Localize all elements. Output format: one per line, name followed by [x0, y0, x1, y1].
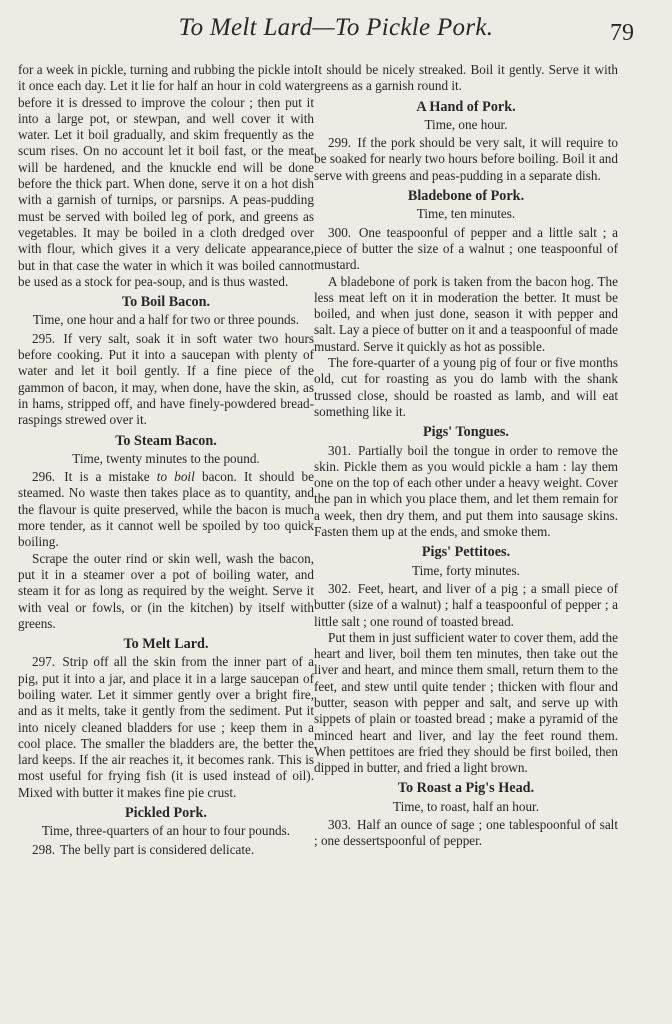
paragraph: for a week in pickle, turning and rubbing the pickle into it once each day. Let it lie for half an hour in cold water before it is dressed to improve the colour ; then put it into a large pot, or stewpan, and well cover it with water. Let it boil gradually, and skim frequently as the scum rises. On no account let it boil fast, or the meat will be hardened, and the knuckle end will be done before the thick part. When done, serve it on a hot dish with a garnish of turnips, or parsnips. A peas-pudding must be served with boiled leg of pork, and greens as vegetables. It may be boiled in a cloth dredged over with flour, which gives it a very delicate appearance, but in that case the water in which it was boiled cannot be used as a stock for pea-soup, and is thus wasted. — [18, 62, 314, 289]
recipe-number: 299. — [328, 135, 352, 151]
recipe-heading: To Roast a Pig's Head. — [397, 780, 535, 797]
paragraph-text: bacon. It should be steamed. No waste then takes place as to quantity, and the flavour is quite preserved, while the bacon is much more tender, as it cannot well be spoiled by too quick boiling. — [18, 469, 315, 550]
paragraph-text: If very salt, soak it in soft water two hours before cooking. Put it into a saucepan with plenty of water and let it boil gently. If a fine piece of the gammon of bacon, it may, when done, have the skin, as in hams, stripped off, and have finely-powdered bread-raspings strewed over it. — [18, 330, 314, 428]
recipe-heading: Pigs' Tongues. — [423, 424, 509, 441]
paragraph-text: Strip off all the skin from the inner part of a pig, put it into a jar, and place it in a large saucepan of boiling water. Let it simmer gently over a bright fire, and as it melts, take it gently from the sediment. Put it into nicely cleaned bladders for use ; keep them in a cool place. The smaller the bladders are, the better the lard keeps. If the air reaches it, it becomes rank. This is most useful for frying fish (it is used instead of oil). Mixed with butter it makes fine pie crust. — [18, 654, 315, 800]
recipe-heading: Pigs' Pettitoes. — [421, 544, 511, 561]
recipe-time: Time, three-quarters of an hour to four pounds. — [41, 823, 291, 839]
recipe-number: 297. — [32, 654, 56, 670]
paragraph-text: The belly part is considered delicate. — [60, 841, 255, 857]
paragraph-text: If the pork should be very salt, it will require to be soaked for nearly two hours before boiling. Boil it and serve with greens and peas-pudding in a separate dish. — [314, 135, 618, 183]
right-column — [314, 62, 618, 850]
paragraph: The fore-quarter of a young pig of four or five months old, cut for roasting as you do lamb with the shank trussed close, should be roasted as lamb, and will eat something like it. — [314, 355, 618, 419]
paragraph — [314, 817, 618, 850]
recipe-time: Time, twenty minutes to the pound. — [72, 450, 260, 466]
page-header — [20, 8, 652, 58]
recipe-number: 296. — [32, 469, 56, 485]
recipe-number: 300. — [328, 224, 352, 240]
recipe-number: 298. — [32, 841, 56, 857]
paragraph — [314, 225, 618, 274]
paragraph — [18, 331, 314, 429]
recipe-time: Time, forty minutes. — [412, 562, 520, 578]
paragraph: Scrape the outer rind or skin well, wash the bacon, put it in a steamer over a pot of boiling water, and steam it for as long as required by the weight. Serve it with veal or fowls, or (in the kitchen) by itself with greens. — [18, 550, 314, 631]
paragraph: It should be nicely streaked. Boil it gently. Serve it with greens as a garnish round it. — [314, 62, 618, 94]
paragraph: A bladebone of pork is taken from the bacon hog. The less meat left on it in moderation the better. It must be boiled, and when just done, season it with pepper and salt. Lay a piece of butter on it and a teaspoonful of made mustard. Serve it quickly as hot as possible. — [314, 273, 618, 354]
recipe-time: Time, one hour and a half for two or three pounds. — [32, 312, 300, 328]
recipe-heading: To Melt Lard. — [123, 636, 209, 653]
paragraph-text: Feet, heart, and liver of a pig ; a small piece of butter (size of a walnut) ; half a teaspoonful of pepper ; a little salt ; one round of toasted bread. — [314, 580, 618, 629]
paragraph-text: Half an ounce of sage ; one tablespoonful of salt ; one dessertspoonful of pepper. — [314, 817, 618, 849]
recipe-heading: Bladebone of Pork. — [407, 188, 525, 205]
recipe-time: Time, one hour. — [424, 116, 508, 132]
recipe-number: 302. — [328, 580, 352, 596]
recipe-number: 301. — [328, 442, 352, 458]
paragraph-text: Partially boil the tongue in order to remove the skin. Pickle them as you would pickle a ham : lay them one on the top of each other under a heavy weight. Cover the pan in which you place them, and let them remain for a week, then dry them, and put them into sausage skins. Fasten them up at the ends, and smoke them. — [314, 442, 618, 540]
recipe-number: 295. — [32, 330, 56, 346]
recipe-time: Time, to roast, half an hour. — [392, 798, 540, 814]
paragraph — [314, 581, 618, 630]
left-column — [18, 62, 314, 858]
paragraph: Put them in just sufficient water to cover them, add the heart and liver, boil them ten minutes, then take out the liver and heart, and mince them small, return them to the feet, and stew until quite tender ; thicken with flour and butter, season with pepper and salt, and serve up with sippets of plain or toasted bread ; make a pyramid of the minced heart and liver, and lay the feet round them. When pettitoes are fried they should be first boiled, then dipped in butter, and fried a light brown. — [314, 629, 618, 776]
paragraph-text: One teaspoonful of pepper and a little salt ; a piece of butter the size of a walnut ; one teaspoonful of mustard. — [314, 224, 618, 273]
recipe-heading: Pickled Pork. — [125, 805, 207, 822]
emphasis-text: to boil — [156, 469, 195, 485]
paragraph — [18, 469, 314, 550]
page-number: 79 — [610, 20, 634, 46]
paragraph — [314, 443, 618, 541]
recipe-number: 303. — [328, 817, 352, 833]
recipe-heading: A Hand of Pork. — [416, 98, 516, 115]
paragraph — [18, 842, 314, 858]
paragraph — [18, 654, 314, 801]
recipe-heading: To Boil Bacon. — [121, 294, 211, 311]
running-title: To Melt Lard—To Pickle Pork. — [178, 14, 494, 41]
paragraph — [314, 135, 618, 184]
paragraph-text: It is a mistake — [64, 469, 150, 485]
recipe-heading: To Steam Bacon. — [115, 432, 217, 449]
recipe-time: Time, ten minutes. — [416, 206, 516, 222]
